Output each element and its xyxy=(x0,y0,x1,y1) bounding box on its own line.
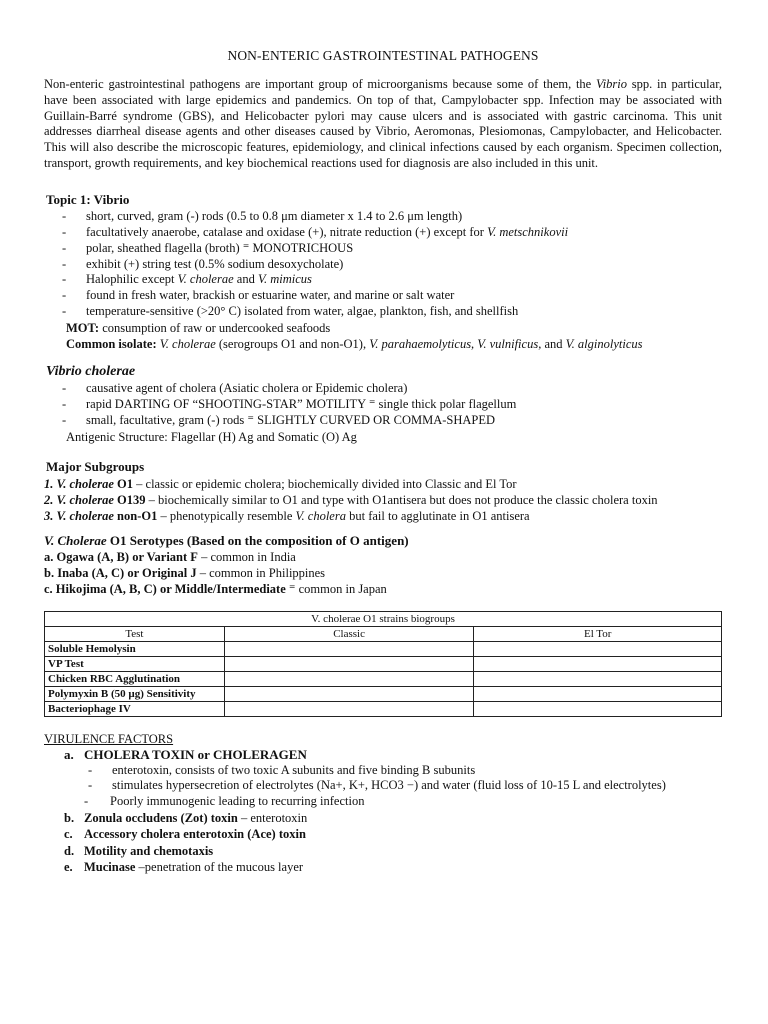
item-label: e. xyxy=(64,860,73,875)
item-label: d. xyxy=(64,843,75,858)
classic-cell xyxy=(224,686,474,701)
subgroup-1 xyxy=(44,476,722,492)
table-caption: V. cholerae O1 strains biogroups xyxy=(45,611,722,626)
classic-cell xyxy=(224,671,474,686)
test-cell: Chicken RBC Agglutination xyxy=(45,671,225,686)
list-item: - short, curved, gram (-) rods (0.5 to 0.8 μm diameter x 1.4 to 2.6 μm length) xyxy=(62,209,722,225)
cholera-toxin-list xyxy=(44,763,722,810)
species: V. parahaemolyticus, V. vulnificus, xyxy=(369,337,542,352)
intro-paragraph xyxy=(44,77,722,172)
serotype-c xyxy=(44,581,722,597)
item-title: CHOLERA TOXIN or CHOLERAGEN xyxy=(84,746,307,762)
serotype-text: ⁼ common in Japan xyxy=(285,581,387,596)
table-header-test: Test xyxy=(45,626,225,641)
serotype-text: – common in Philippines xyxy=(196,565,326,580)
item-species: V. mimicus xyxy=(257,272,312,287)
text: – biochemically similar to O1 and type with O1antisera but does not produce the classic cholera toxin xyxy=(145,492,658,507)
item-text: Halophilic except xyxy=(86,272,178,287)
table-row xyxy=(45,701,722,716)
list-item: - polar, sheathed flagella (broth) ⁼ MONOTRICHOUS xyxy=(62,241,722,257)
serotype-a xyxy=(44,549,722,565)
list-item: - causative agent of cholera (Asiatic cholera or Epidemic cholera) xyxy=(62,381,722,397)
text: and xyxy=(541,337,566,352)
eltor-cell xyxy=(474,641,722,656)
text: – phenotypically resemble xyxy=(157,508,296,523)
test-cell: VP Test xyxy=(45,656,225,671)
biogroups-table xyxy=(44,611,722,717)
eltor-cell xyxy=(474,686,722,701)
vibrio-characteristics-list xyxy=(44,209,722,320)
serotype-name: c. Hikojima (A, B, C) or Middle/Intermediate xyxy=(44,581,286,596)
eltor-cell xyxy=(474,671,722,686)
mot-text: consumption of raw or undercooked seafoods xyxy=(99,321,331,336)
group: O139 xyxy=(113,492,146,507)
item-title: Motility and chemotaxis xyxy=(84,843,214,858)
num: 3. xyxy=(44,508,57,523)
list-item: - enterotoxin, consists of two toxic A subunits and five binding B subunits xyxy=(88,763,722,779)
classic-cell xyxy=(224,656,474,671)
serotype-name: b. Inaba (A, C) or Original J xyxy=(44,565,197,580)
list-item xyxy=(62,225,722,241)
virulence-a xyxy=(44,747,722,763)
item-species: V. metschnikovii xyxy=(487,224,569,239)
serotype-name: a. Ogawa (A, B) or Variant F xyxy=(44,549,198,564)
major-subgroups-heading: Major Subgroups xyxy=(46,458,145,474)
num: 1. xyxy=(44,476,57,491)
virulence-d xyxy=(44,843,722,860)
species: V. cholerae xyxy=(56,492,114,507)
intro-text-rest: spp. in particular, have been associated with large epidemics and pandemics. On top of that, Campylobacter spp. Infection may be associated with Guillain-Barré syndrome (GBS), and Helicobacter pylori may cause ulcers and is associated with gastric carcinoma. This unit addresses diarrheal disease agents and other diseases caused by Vibrio, Aeromonas, Plesiomonas, Campylobacter, and Helicobacter. This will also describe the microscopic features, epidemiology, and clinical infections caused by each organism. Specimen collection, transport, growth requirements, and key biochemical reactions used for diagnosis are also included in this unit. xyxy=(44,77,722,170)
species: V. cholera xyxy=(295,508,346,523)
item-text: –penetration of the mucous layer xyxy=(135,860,304,875)
species: V. cholerae xyxy=(159,337,216,352)
text: but fail to agglutinate in O1 antisera xyxy=(345,508,530,523)
group: O1 xyxy=(113,476,134,491)
eltor-cell xyxy=(474,701,722,716)
list-item xyxy=(62,272,722,288)
antigenic-structure: Antigenic Structure: Flagellar (H) Ag and Somatic (O) Ag xyxy=(66,429,357,444)
intro-vibrio: Vibrio xyxy=(595,77,628,91)
serotypes-section xyxy=(44,533,722,597)
mot-line xyxy=(44,320,722,336)
text: (serogroups O1 and non-O1), xyxy=(215,337,370,352)
test-cell: Polymyxin B (50 µg) Sensitivity xyxy=(45,686,225,701)
common-isolate-line xyxy=(44,336,722,352)
species: V. alginolyticus xyxy=(565,337,643,352)
item-label: c. xyxy=(64,827,73,842)
classic-cell xyxy=(224,641,474,656)
text: – classic or epidemic cholera; biochemically divided into Classic and El Tor xyxy=(133,476,517,491)
test-cell: Bacteriophage IV xyxy=(45,701,225,716)
num: 2. xyxy=(44,492,57,507)
test-cell: Soluble Hemolysin xyxy=(45,641,225,656)
item-text: and xyxy=(233,272,258,287)
classic-cell xyxy=(224,701,474,716)
species: V. cholerae xyxy=(56,476,114,491)
species: V. Cholerae xyxy=(44,532,107,548)
table-row xyxy=(45,686,722,701)
item-title: Accessory cholera enterotoxin (Ace) toxin xyxy=(84,827,306,842)
item-title: Mucinase xyxy=(84,860,136,875)
group: non-O1 xyxy=(113,508,158,523)
serotype-text: – common in India xyxy=(197,549,296,564)
common-isolate-label: Common isolate: xyxy=(66,337,157,352)
virulence-e xyxy=(44,859,722,876)
intro-text: Non-enteric gastrointestinal pathogens are important group of microorganisms because some of them, the xyxy=(44,77,596,91)
document-page xyxy=(44,48,722,876)
table-row xyxy=(45,641,722,656)
table-row xyxy=(45,656,722,671)
subgroup-3 xyxy=(44,508,722,524)
item-species: V. cholerae xyxy=(177,272,234,287)
virulence-c xyxy=(44,826,722,843)
item-title: Zonula occludens (Zot) toxin xyxy=(84,810,238,825)
subgroup-2 xyxy=(44,492,722,508)
table-row xyxy=(45,671,722,686)
list-item: - stimulates hypersecretion of electrolytes (Na+, K+, HCO3 −) and water (fluid loss of 10-15 L and electrolytes) xyxy=(88,778,722,794)
list-item: - rapid DARTING OF “SHOOTING-STAR” MOTILITY ⁼ single thick polar flagellum xyxy=(62,397,722,413)
mot-label: MOT: xyxy=(66,321,100,336)
list-item: - Poorly immunogenic leading to recurring infection xyxy=(84,794,722,810)
eltor-cell xyxy=(474,656,722,671)
virulence-b xyxy=(44,810,722,827)
item-text: – enterotoxin xyxy=(237,810,308,825)
vibrio-cholerae-list xyxy=(44,381,722,429)
serotypes-heading xyxy=(44,533,722,549)
page-title: NON-ENTERIC GASTROINTESTINAL PATHOGENS xyxy=(227,48,539,63)
table-header-classic: Classic xyxy=(224,626,474,641)
item-text: facultatively anaerobe, catalase and oxidase (+), nitrate reduction (+) except for xyxy=(86,224,488,239)
list-item: - small, facultative, gram (-) rods ⁼ SLIGHTLY CURVED OR COMMA-SHAPED xyxy=(62,413,722,429)
table-header-eltor: El Tor xyxy=(474,626,722,641)
list-item: - exhibit (+) string test (0.5% sodium desoxycholate) xyxy=(62,257,722,273)
heading-text: O1 Serotypes (Based on the composition of O antigen) xyxy=(106,532,409,548)
item-label: b. xyxy=(64,810,75,825)
topic1-heading: Topic 1: Vibrio xyxy=(46,191,130,207)
species: V. cholerae xyxy=(56,508,114,523)
serotype-b xyxy=(44,565,722,581)
list-item: - temperature-sensitive (>20° C) isolated from water, algae, plankton, fish, and shellfish xyxy=(62,304,722,320)
vibrio-cholerae-heading: Vibrio cholerae xyxy=(46,364,136,380)
virulence-factors-heading: VIRULENCE FACTORS xyxy=(44,731,174,746)
list-item: - found in fresh water, brackish or estuarine water, and marine or salt water xyxy=(62,288,722,304)
item-label: a. xyxy=(64,746,74,762)
